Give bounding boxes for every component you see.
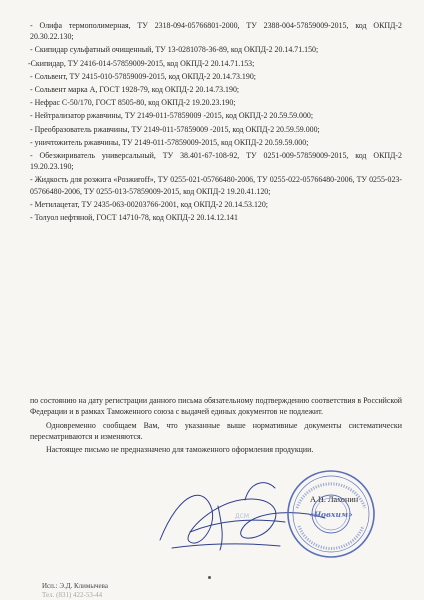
company-stamp (285, 468, 377, 560)
list-item: - Сольвент, ТУ 2415-010-57859009-2015, код ОКПД-2 20.14.73.190; (30, 71, 256, 81)
list-item: - Нейтрализатор ржавчины, ТУ 2149-011-57859009 -2015, код ОКПД-2 20.59.59.000; (30, 111, 314, 121)
author-name: А.Н. Лахонин (310, 495, 359, 504)
executor-phone: Тел. (831) 422-53-44 (42, 591, 103, 599)
punch-mark (208, 576, 211, 579)
product-list (30, 20, 402, 225)
list-item: - уничтожитель ржавчины, ТУ 2149-011-57859009-2015, код ОКПД-2 20.59.59.000; (30, 137, 309, 147)
list-item: - Толуол нефтяной, ГОСТ 14710-78, код ОКПД-2 20.14.12.141 (30, 213, 238, 223)
list-item: - Олифа термополимерная, ТУ 2318-094-05766801-2000, ТУ 2388-004-57859009-2015, код ОКПД-2 20.30.22.130; (30, 21, 402, 42)
list-item: - Преобразователь ржавчины, ТУ 2149-011-57859009 -2015, код ОКПД-2 20.59.59.000; (30, 124, 320, 134)
list-item: - Жидкость для розжига «Розжиroff», ТУ 0255-021-05766480-2006, ТУ 0255-022-05766480-2006, ТУ 0255-023-05766480-2006, ТУ 0255-013-57859009-2015, код ОКПД-2 19.20.41.120; (30, 175, 402, 196)
paragraph: Настоящее письмо не предназначено для таможенного оформления продукции. (46, 445, 314, 455)
list-item: - Метилацетат, ТУ 2435-063-00203766-2001, код ОКПД-2 20.14.53.120; (30, 199, 269, 209)
list-item: - Нефрас С-50/170, ГОСТ 8505-80, код ОКПД-2 19.20.23.190; (30, 98, 236, 108)
paragraph: Одновременно сообщаем Вам, что указанные выше нормативные документы систематически пересматриваются и изменяются. (30, 420, 402, 441)
list-item: -Скипидар, ТУ 2416-014-57859009-2015, код ОКПД-2 20.14.71.153; (28, 58, 255, 68)
svg-text:«Новхим»: «Новхим» (309, 510, 353, 519)
list-item: - Скипидар сульфатный очищенный, ТУ 13-0281078-36-89, код ОКПД-2 20.14.71.150; (30, 45, 319, 55)
executor-name: Исп.: Э.Д. Климычева (42, 582, 108, 590)
letter-body (30, 395, 402, 457)
paragraph: по состоянию на дату регистрации данного письма обязательному подтверждению соответствия в Российской Федерации и в рамках Таможенного союза с выдачей единых документов не подлежит. (30, 396, 402, 417)
list-item: - Сольвент марка А, ГОСТ 1928-79, код ОКПД-2 20.14.73.190; (30, 85, 240, 95)
svg-text:ДСМ: ДСМ (235, 513, 250, 520)
footer (42, 582, 108, 600)
list-item: - Обезжириватель универсальный, ТУ 38.401-67-108-92, ТУ 0251-009-57859009-2015, код ОКПД-2 19.20.23.190; (30, 150, 402, 172)
